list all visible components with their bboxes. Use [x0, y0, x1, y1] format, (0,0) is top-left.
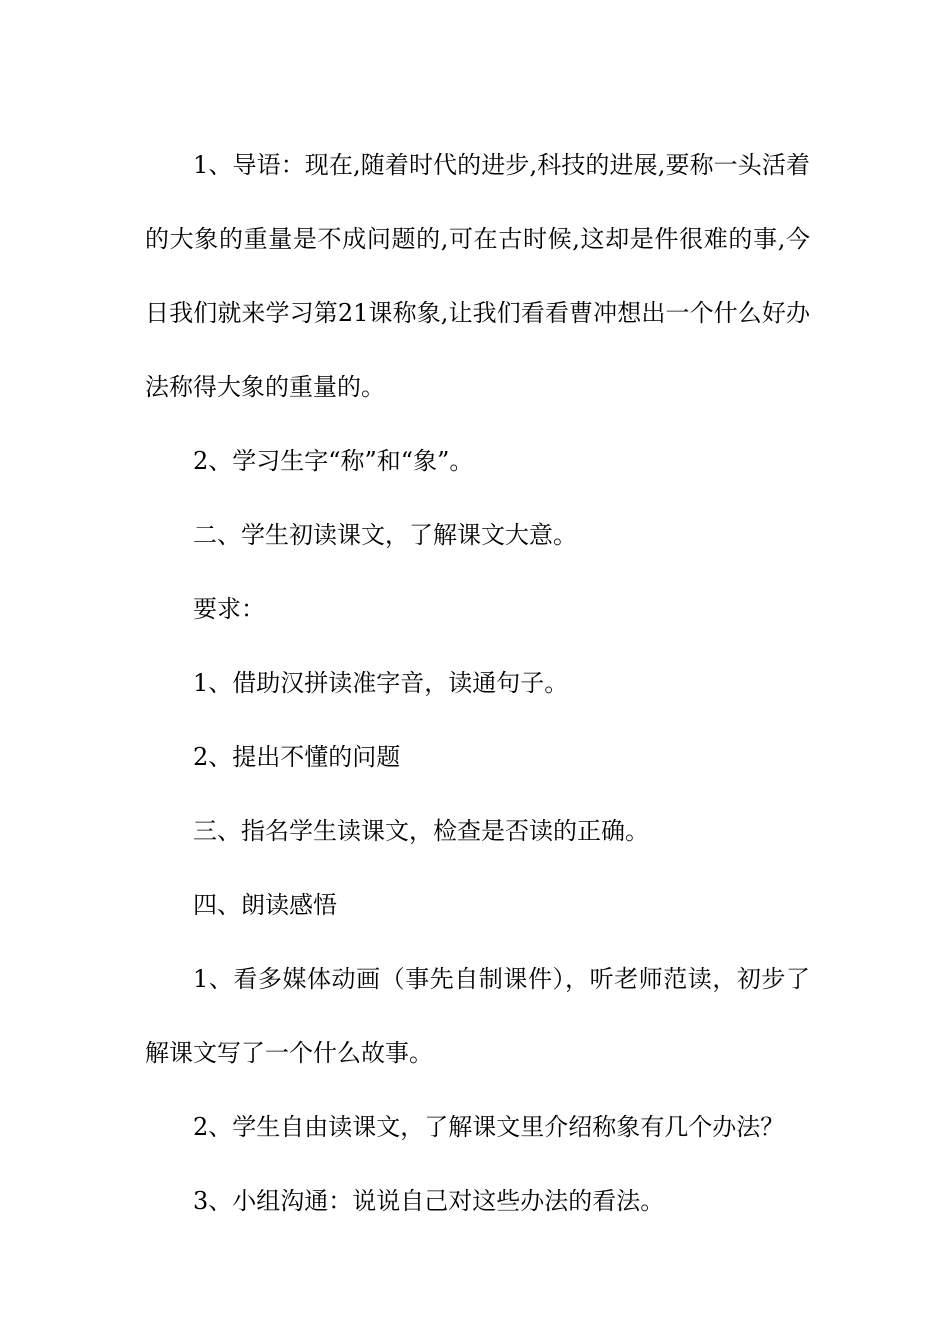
paragraph-requirement-1: 1、借助汉拼读准字音，读通句子。 [193, 669, 569, 697]
paragraph-section-two: 二、学生初读课文，了解课文大意。 [193, 521, 577, 549]
paragraph-step-2: 2、学生自由读课文，了解课文里介绍称象有几个办法？ [193, 1113, 785, 1141]
paragraph-section-three: 三、指名学生读课文，检查是否读的正确。 [193, 817, 649, 845]
document-body [145, 128, 810, 1238]
paragraph-intro: 1、导语：现在,随着时代的进步,科技的进展,要称一头活着的大象的重量是不成问题的,可在古时候,这却是件很难的事,今日我们就来学习第21课称象,让我们看看曹冲想出一个什么好办法称得大象的重量的。 [145, 151, 810, 401]
paragraph-step-3: 3、小组沟通：说说自己对这些办法的看法。 [193, 1187, 665, 1215]
paragraph-requirements: 要求： [193, 595, 265, 623]
paragraph-section-four: 四、朗读感悟 [193, 891, 337, 919]
paragraph-requirement-2: 2、提出不懂的问题 [193, 743, 401, 771]
paragraph-new-characters: 2、学习生字“称”和“象”。 [193, 447, 474, 475]
paragraph-step-1: 1、看多媒体动画（事先自制课件），听老师范读，初步了解课文写了一个什么故事。 [145, 965, 810, 1067]
